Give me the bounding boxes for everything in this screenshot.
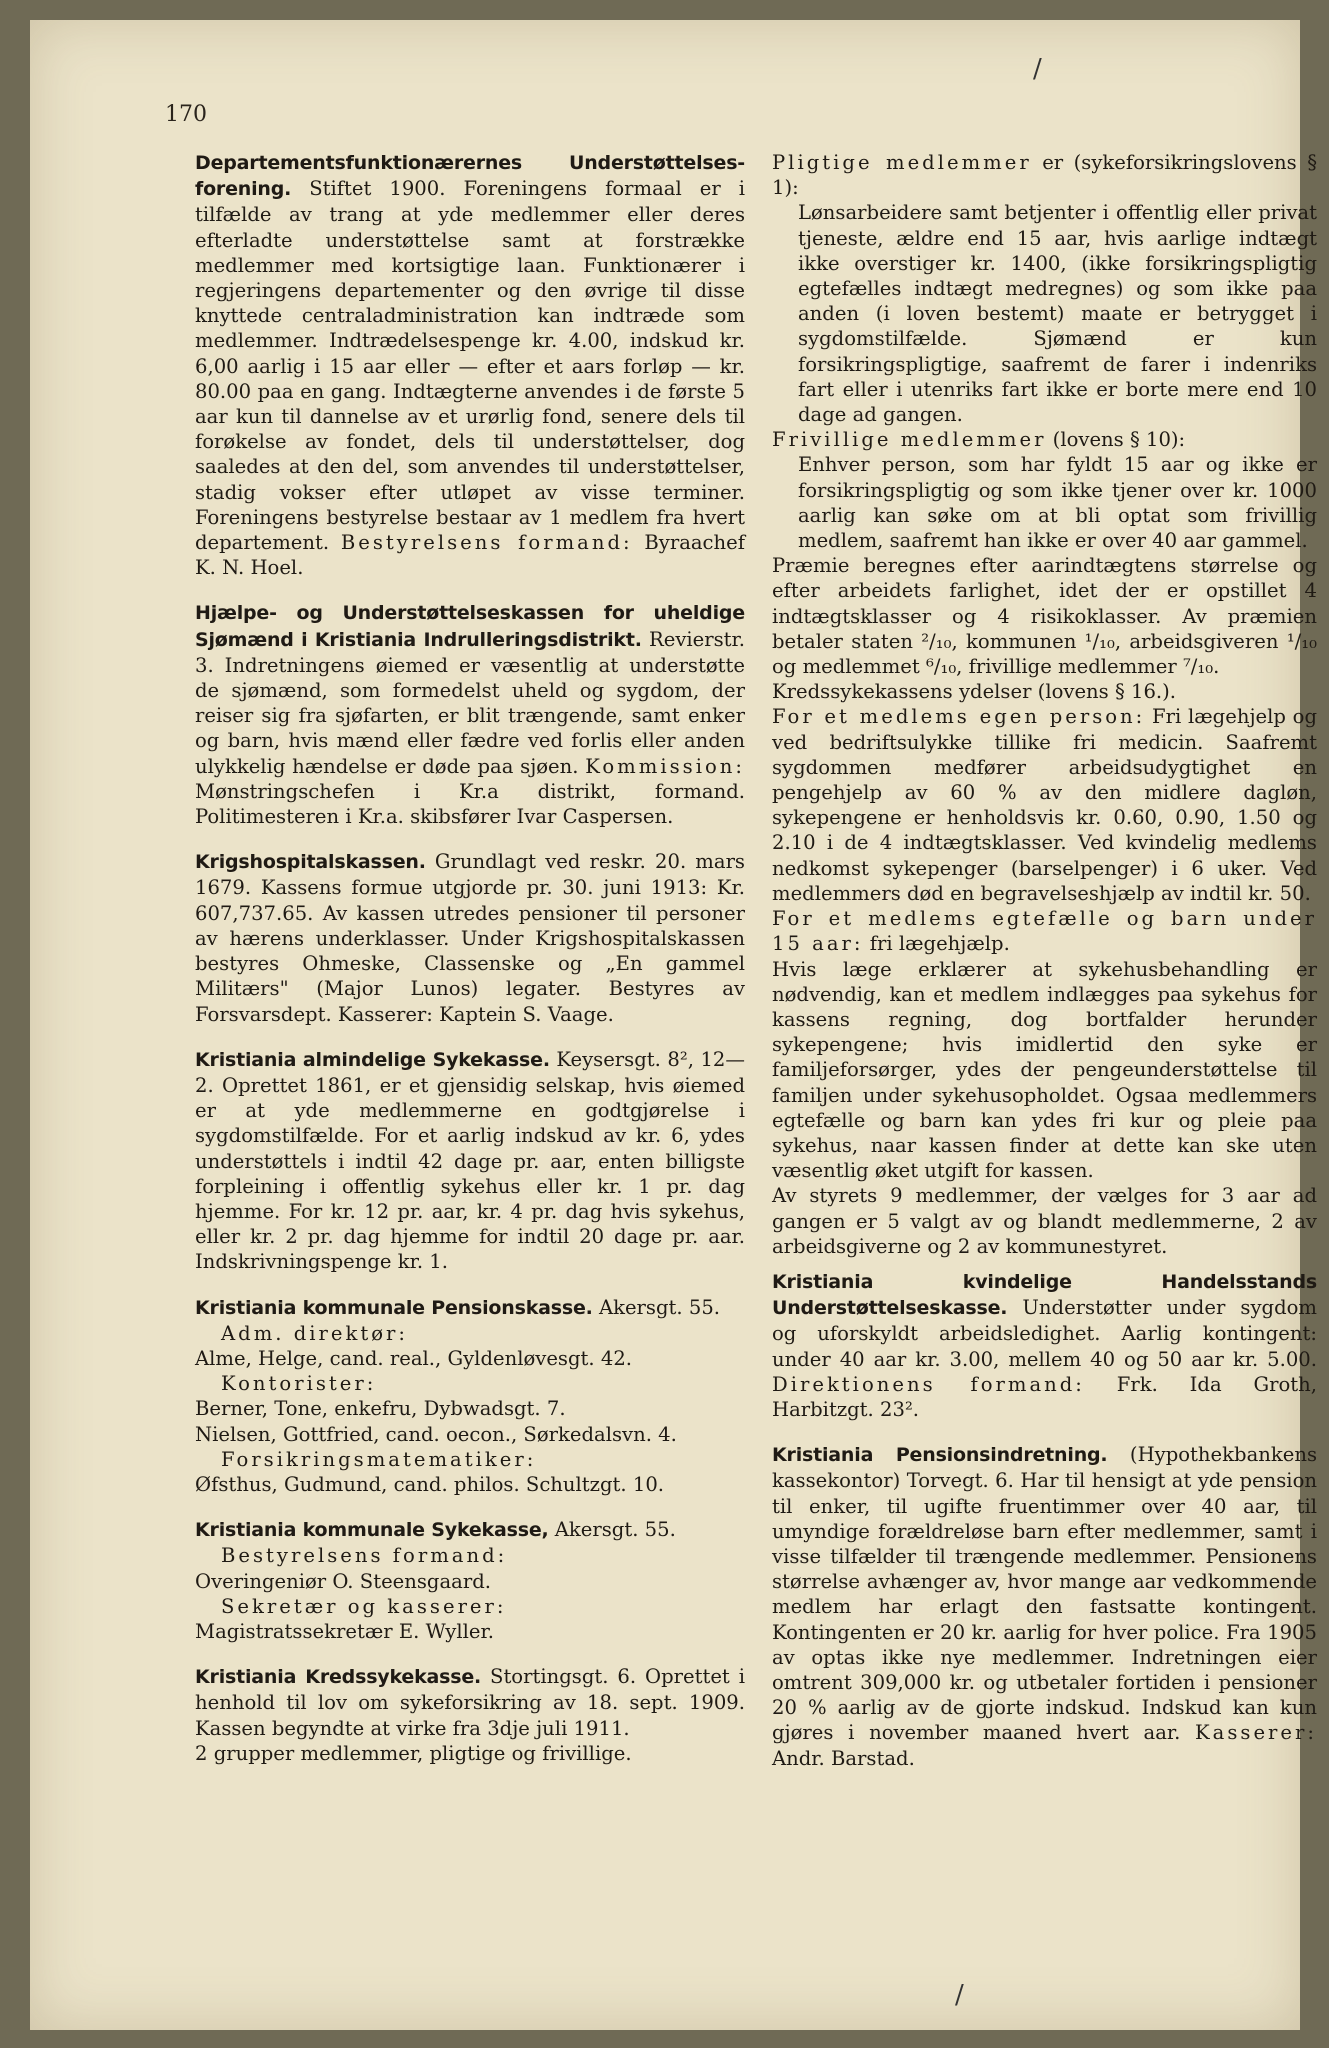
entry-label: For et medlems egen person: bbox=[772, 705, 1146, 729]
entry-heading: Kristiania almindelige Sykekasse. bbox=[195, 1048, 550, 1071]
entry-paragraph: Kredssykekassens ydelser (lovens § 16.). bbox=[772, 680, 1177, 704]
entry-text: Fri lægehjelp og ved bedriftsulykke tillike fri medicin. Saafremt sygdommen medfører arbeidsudygtighet en pengehjelp av 60 % av den midlere dagløn, sykepengene er henholdsvis kr. 0.60, 0.90, 1.50 og 2.10 i de 4 indtægtsklasser. Ved kvindelig medlems nedkomst sykepenger (barselpenger) i 6 uker. Ved medlemmers død en begravelseshjælp av indtil kr. 50. bbox=[772, 705, 1318, 905]
entry-text: Andr. Barstad. bbox=[772, 1746, 915, 1770]
entry-kommunale-sykekasse bbox=[195, 1517, 745, 1644]
entry-heading: Departementsfunktionærernes Understøttelses-forening. bbox=[195, 152, 745, 201]
entry-heading: Krigshospitalskassen. bbox=[195, 851, 426, 874]
entry-text: (lovens § 10): bbox=[1052, 428, 1186, 452]
entry-text: Frk. Ida Groth, Harbitzgt. 23². bbox=[772, 1372, 1317, 1421]
entry-paragraph: Præmie beregnes efter aarindtægtens størrelse og efter arbeidets farlighet, idet der er opstillet 4 indtægtsklasser og 4 risikoklasser. Av præmien betaler staten ²/₁₀, kommunen ¹/₁₀, arbeidsgiveren ¹/₁₀ og medlemmet ⁶/₁₀, frivillige medlemmer ⁷/₁₀. bbox=[772, 554, 1317, 679]
entry-label: Pligtige medlemmer bbox=[772, 151, 1032, 174]
entry-label: Forsikringsmatematiker: bbox=[221, 1447, 537, 1471]
entry-handelsstands-understottelseskasse bbox=[772, 1269, 1317, 1422]
entry-label: Direktionens formand: bbox=[772, 1372, 1085, 1396]
entry-paragraph: Lønsarbeidere samt betjenter i offentlig eller privat tjeneste, ældre end 15 aar, hvis aarlige indtægt ikke overstiger kr. 1400, (ikke forsikringspligtig egtefælles indtægt medregnes) og som ikke paa anden (i loven bestemt) maate er betrygget i sygdomstilfælde. Sjømænd er kun forsikringspligtige, saafremt de farer i indenriks fart eller i utenriks fart ikke er borte mere end 10 dage ad gangen. bbox=[798, 201, 1317, 427]
entry-line: Nielsen, Gottfried, cand. oecon., Sørkedalsvn. 4. bbox=[195, 1422, 677, 1446]
entry-text: Grundlagt ved reskr. 20. mars 1679. Kassens formue utgjorde pr. 30. juni 1913: Kr. 607,737.65. Av kassen utredes pensioner til personer av hærens underklasser. Under Krigshospitalskassen bestyres Ohmeske, Classenske og „En gammel Militærs" (Major Lunos) legater. Bestyres av Forsvarsdept. Kasserer: Kaptein S. Vaage. bbox=[195, 850, 745, 1026]
left-column bbox=[195, 150, 745, 1786]
entry-line: Overingeniør O. Steensgaard. bbox=[195, 1569, 491, 1593]
entry-label: Kasserer: bbox=[1195, 1721, 1317, 1745]
entry-almindelige-sykekasse bbox=[195, 1047, 745, 1275]
entry-pensionsindretning bbox=[772, 1442, 1317, 1771]
book-page bbox=[30, 20, 1318, 2030]
entry-paragraph: Av styrets 9 medlemmer, der vælges for 3 aar ad gangen er 5 valgt av og blandt medlemmerne, 2 av arbeidsgiverne og 2 av kommunestyret. bbox=[772, 1184, 1317, 1258]
right-column bbox=[772, 150, 1317, 1791]
entry-heading: Kristiania kommunale Sykekasse, bbox=[195, 1519, 549, 1542]
pencil-mark: / bbox=[1033, 54, 1042, 84]
entry-text: Byraachef K. N. Hoel. bbox=[195, 531, 745, 580]
entry-address: Akersgt. 55. bbox=[554, 1518, 676, 1542]
entry-paragraph: Hvis læge erklærer at sykehusbehandling er nødvendig, kan et medlem indlægges paa sykehus for kassens regning, dog bortfalder herunder sykepengene; hvis imidlertid den syke er familjeforsørger, ydes der pengeunderstøttelse til familjen under sykehusopholdet. Ogsaa medlemmers egtefælle og barn kan ydes fri kur og pleie paa sykehus, naar kassen finder at dette kan ske uten væsentlig øket utgift for kassen. bbox=[772, 957, 1317, 1183]
entry-heading: Kristiania kvindelige Handelsstands Understøttelseskasse. bbox=[772, 1270, 1317, 1320]
entry-hjaelpe-kassen bbox=[195, 600, 745, 829]
entry-paragraph: Enhver person, som har fyldt 15 aar og ikke er forsikringspligtig og som ikke tjener over kr. 1000 aarlig kan søke om at bli optat som frivillig medlem, saafremt han ikke er over 40 aar gammel. bbox=[798, 453, 1317, 553]
entry-label: Sekretær og kasserer: bbox=[221, 1594, 507, 1618]
entry-label: Bestyrelsens formand: bbox=[340, 531, 633, 555]
entry-text: (Hypothekbankens kassekontor) Torvegt. 6. Har til hensigt at yde pension til enker, til ugifte fruentimmer over 40 aar, til umyndige forældreløse barn efter medlemmer, samt i visse tilfælder til trængende medlemmer. Pensionens størrelse avhænger av, hvor mange aar vedkommende medlem har erlagt den fastsatte kontingent. Kontingenten er 20 kr. aarlig for hver police. Fra 1905 av optas ikke nye medlemmer. Indretningen eier omtrent 309,000 kr. og utbetaler fortiden i pensioner 20 % aarlig av de gjorte indskud. Indskud kan kun gjøres i november maaned hvert aar. bbox=[772, 1443, 1318, 1745]
entry-label: Kommission: bbox=[585, 754, 745, 778]
entry-label: For et medlems egtefælle og barn under 15 aar: bbox=[772, 907, 1317, 956]
entry-text: Understøtter under sygdom og uforskyldt arbeidsledighet. Aarlig kontingent: under 40 aar kr. 3.00, mellem 40 og 50 aar kr. 5.00. bbox=[772, 1296, 1317, 1371]
entry-label: Kontorister: bbox=[221, 1372, 377, 1396]
entry-heading: Hjælpe- og Understøttelseskassen for uheldige Sjømænd i Kristiania Indrulleringsdistrikt. bbox=[195, 602, 745, 651]
entry-heading: Kristiania Kredssykekasse. bbox=[195, 1666, 482, 1689]
entry-text: er (sykeforsikringslovens § 1): bbox=[772, 151, 1318, 200]
entry-kredssykekasse-continued bbox=[772, 150, 1317, 1259]
entry-line: Magistratssekretær E. Wyller. bbox=[195, 1619, 494, 1643]
entry-line: 2 grupper medlemmer, pligtige og frivillige. bbox=[195, 1741, 632, 1765]
entry-label: Bestyrelsens formand: bbox=[221, 1544, 508, 1568]
entry-heading: Kristiania Pensionsindretning. bbox=[772, 1444, 1108, 1467]
entry-departementsfunktionaerer bbox=[195, 150, 745, 580]
entry-text: Stortingsgt. 6. Oprettet i henhold til lov om sykeforsikring av 18. sept. 1909. Kassen begyndte at virke fra 3dje juli 1911. bbox=[195, 1665, 745, 1740]
entry-label: Adm. direktør: bbox=[221, 1321, 409, 1345]
entry-line: Øfsthus, Gudmund, cand. philos. Schultzgt. 10. bbox=[195, 1472, 665, 1496]
entry-kommunale-pensionskasse bbox=[195, 1295, 745, 1498]
pencil-mark: / bbox=[955, 1980, 964, 2010]
entry-text: Stiftet 1900. Foreningens formaal er i tilfælde av trang at yde medlemmer eller deres efterladte understøttelse samt at forstrække medlemmer med kortsigtige laan. Funktionærer i regjeringens departementer og den øvrige til disse knyttede centraladministration kan indtræde som medlemmer. Indtrædelsespenge kr. 4.00, indskud kr. 6,00 aarlig i 15 aar eller — efter et aars forløp — kr. 80.00 paa en gang. Indtægterne anvendes i de første 5 aar kun til dannelse av et urørlig fond, senere dels til forøkelse av fondet, dels til understøttelser, dog saaledes at den del, som anvendes til understøttelser, stadig vokser efter utløpet av visse terminer. Foreningens bestyrelse bestaar av 1 medlem fra hvert departement. bbox=[195, 177, 745, 555]
page-number: 170 bbox=[165, 102, 207, 127]
entry-line: Berner, Tone, enkefru, Dybwadsgt. 7. bbox=[195, 1397, 566, 1421]
entry-address: Akersgt. 55. bbox=[598, 1295, 721, 1319]
entry-text: Mønstringschefen i Kr.a distrikt, formand. Politimesteren i Kr.a. skibsfører Ivar Caspersen. bbox=[195, 779, 745, 829]
entry-text: Revierstr. 3. Indretningens øiemed er væsentlig at understøtte de sjømænd, som formedelst uheld og sygdom, der reiser sig fra sjøfarten, er blit trængende, samt enker og barn, hvis mænd eller fædre ved forlis eller anden ulykkelig hændelse er døde paa sjøen. bbox=[195, 627, 745, 778]
entry-krigshospitalskassen bbox=[195, 849, 745, 1026]
entry-heading: Kristiania kommunale Pensionskasse. bbox=[195, 1296, 593, 1319]
entry-kredssykekasse bbox=[195, 1664, 745, 1766]
entry-line: Alme, Helge, cand. real., Gyldenløvesgt. 42. bbox=[195, 1346, 633, 1370]
entry-label: Frivillige medlemmer bbox=[772, 428, 1047, 452]
entry-text: Keysersgt. 8², 12—2. Oprettet 1861, er et gjensidig selskap, hvis øiemed er at yde medlemmerne en godtgjørelse i sygdomstilfælde. For et aarlig indskud av kr. 6, ydes understøttels i indtil 42 dage pr. aar, enten billigste forpleining i offentlig sykehus eller kr. 1 pr. dag hjemme. For kr. 12 pr. aar, kr. 4 pr. dag hvis sykehus, eller kr. 2 pr. dag hjemme for indtil 20 dage pr. aar. Indskrivningspenge kr. 1. bbox=[195, 1047, 745, 1274]
entry-text: fri lægehjælp. bbox=[869, 932, 1010, 956]
